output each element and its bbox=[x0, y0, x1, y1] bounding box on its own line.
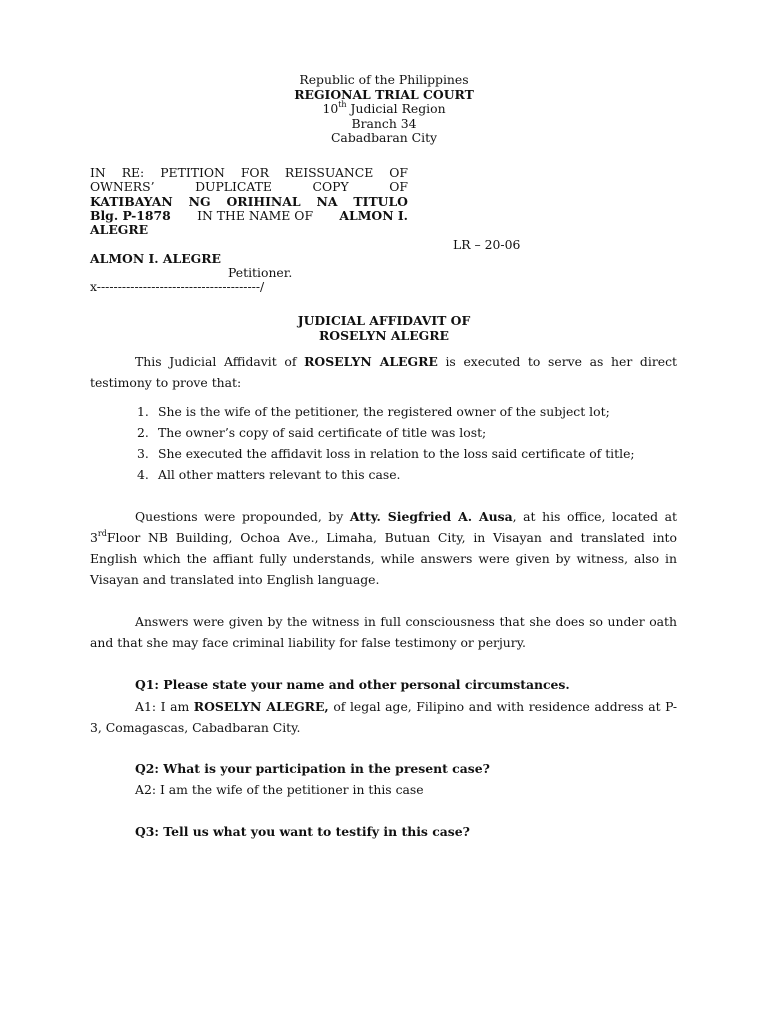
court-header bbox=[0, 73, 768, 146]
branch-line: Branch 34 bbox=[351, 115, 417, 131]
petitioner-name: ALMON I. ALEGRE bbox=[90, 251, 221, 266]
purpose-list bbox=[137, 401, 677, 485]
question-3: Q3: Tell us what you want to testify in this case? bbox=[135, 824, 470, 839]
petitioner-role: Petitioner. bbox=[228, 265, 293, 280]
judicial-region: 10th Judicial Region bbox=[322, 100, 446, 117]
case-caption bbox=[90, 166, 408, 237]
caption-line-2: OWNERS’ DUPLICATE COPY OF bbox=[90, 179, 408, 195]
court-name: REGIONAL TRIAL COURT bbox=[294, 86, 474, 102]
caption-line-3: KATIBAYAN NG ORIHINAL NA TITULO bbox=[90, 193, 408, 209]
oath-paragraph: Answers were given by the witness in full consciousness that she does so under oath and that she may face criminal liability for false testimony or perjury. bbox=[90, 614, 677, 650]
caption-line-5: ALEGRE bbox=[90, 222, 149, 238]
answer-1: A1: I am ROSELYN ALEGRE, of legal age, Filipino and with residence address at P-3, Comagascas, Cabadbaran City. bbox=[90, 699, 677, 735]
list-item: 3. She executed the affidavit loss in relation to the loss said certificate of title; bbox=[137, 446, 635, 461]
republic-line: Republic of the Philippines bbox=[299, 72, 469, 87]
caption-line-1: IN RE: PETITION FOR REISSUANCE OF bbox=[90, 165, 408, 180]
list-item: 4. All other matters relevant to this case. bbox=[137, 467, 401, 482]
answer-2: A2: I am the wife of the petitioner in this case bbox=[135, 782, 424, 797]
caption-line-4: Blg. P-1878 IN THE NAME OF ALMON I. bbox=[90, 207, 408, 223]
question-2: Q2: What is your participation in the present case? bbox=[135, 761, 490, 776]
intro-paragraph: This Judicial Affidavit of ROSELYN ALEGRE is executed to serve as her direct testimony to prove that: bbox=[90, 354, 677, 390]
document-title: JUDICIAL AFFIDAVIT OF ROSELYN ALEGRE bbox=[297, 313, 471, 343]
case-number: LR – 20-06 bbox=[453, 237, 521, 252]
list-item: 2. The owner’s copy of said certificate of title was lost; bbox=[137, 425, 487, 440]
question-1: Q1: Please state your name and other personal circumstances. bbox=[135, 677, 570, 692]
caption-separator: x---------------------------------------/ bbox=[90, 279, 265, 294]
city-line: Cabadbaran City bbox=[330, 130, 438, 146]
list-item: 1. She is the wife of the petitioner, the registered owner of the subject lot; bbox=[137, 404, 610, 419]
questions-paragraph: Questions were propounded, by Atty. Siegfried A. Ausa, at his office, located at 3rdFloor NB Building, Ochoa Ave., Limaha, Butuan City, in Visayan and translated into English which the affiant fully understands, while answers were given by witness, also in Visayan and translated into English language. bbox=[90, 509, 677, 587]
